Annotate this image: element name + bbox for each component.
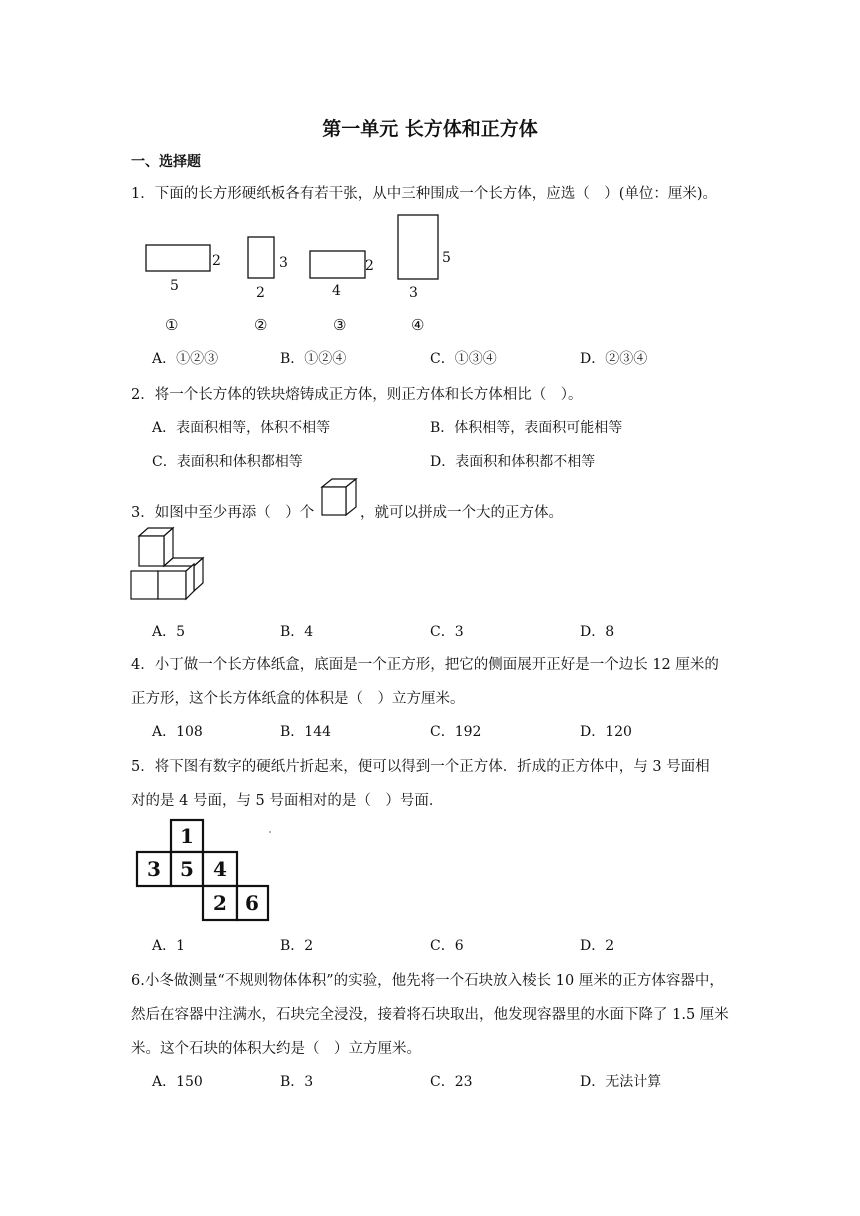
marker-1: ① [165,316,179,334]
q4-option-c: C．192 [430,724,482,740]
rect-2-height: 3 [279,255,288,271]
q2-option-c: C．表面积和体积都相等 [152,454,303,470]
q6-option-a: A．150 [152,1074,203,1090]
rect-2-width: 2 [256,285,265,301]
question-4-line-2: 正方形，这个长方体纸盒的体积是（ ）立方厘米。 [131,691,465,707]
q3-option-d: D．8 [580,624,615,640]
q4-option-a: A．108 [152,724,203,740]
page-title: 第一单元 长方体和正方体 [322,118,538,140]
question-5-line-2: 对的是 4 号面，与 5 号面相对的是（ ）号面． [131,793,444,809]
rect-3-height: 2 [365,258,374,274]
q2-option-a: A．表面积相等，体积不相等 [152,420,331,436]
question-5-line-1: 5．将下图有数字的硬纸片折起来，便可以得到一个正方体．折成的正方体中，与 3 号面相 [131,759,710,775]
section-heading: 一、选择题 [131,154,201,170]
rect-3-width: 4 [332,283,341,299]
q3-option-c: C．3 [430,624,464,640]
net-face-3: 3 [147,857,161,881]
question-6-line-3: 米。这个石块的体积大约是（ ）立方厘米。 [131,1041,421,1057]
q5-option-c: C．6 [430,938,464,954]
rectangle-3 [310,251,365,278]
q5-option-d: D．2 [580,938,615,954]
q6-option-b: B．3 [280,1074,314,1090]
rect-4-width: 3 [409,285,418,301]
rect-1-width: 5 [170,278,179,294]
rect-1-height: 2 [212,253,221,269]
q3-option-a: A．5 [152,624,186,640]
q1-option-c: C．①③④ [430,351,497,367]
q3-option-b: B．4 [280,624,314,640]
q2-option-b: B．体积相等，表面积可能相等 [430,420,623,436]
question-1-text: 1．下面的长方形硬纸板各有若干张，从中三种围成一个长方体，应选（ ）(单位：厘米)。 [131,186,718,202]
q4-option-b: B．144 [280,724,332,740]
q4-option-d: D．120 [580,724,632,740]
net-face-6: 6 [245,891,259,915]
marker-4: ④ [411,316,425,334]
small-cube-icon [320,477,358,517]
question-6-line-2: 然后在容器中注满水，石块完全浸没，接着将石块取出，他发现容器里的水面下降了 1.5 厘米 [131,1007,729,1023]
rectangle-1 [146,245,210,271]
net-face-4: 4 [213,857,227,881]
q5-option-a: A．1 [152,938,186,954]
q6-option-c: C．23 [430,1074,473,1090]
net-face-2: 2 [213,891,227,915]
q2-option-d: D．表面积和体积都不相等 [430,454,596,470]
cube-net-figure [130,818,280,924]
q1-option-d: D．②③④ [580,351,648,367]
marker-2: ② [254,316,268,334]
question-6-line-1: 6.小冬做测量“不规则物体体积”的实验，他先将一个石块放入棱长 10 厘米的正方体容器中， [131,973,724,989]
marker-3: ③ [333,316,347,334]
q1-option-a: A．①②③ [152,351,219,367]
q6-option-d: D．无法计算 [580,1074,662,1090]
net-face-5: 5 [180,857,194,881]
question-2-text: 2．将一个长方体的铁块熔铸成正方体，则正方体和长方体相比（ ）。 [131,387,583,403]
rectangle-2 [248,237,274,278]
question-4-line-1: 4．小丁做一个长方体纸盒，底面是一个正方形，把它的侧面展开正好是一个边长 12 厘米的 [131,657,719,673]
question-3-text-after: ，就可以拼成一个大的正方体。 [360,505,563,521]
question-3-text-before: 3．如图中至少再添（ ）个 [131,505,315,521]
stacked-cubes-figure [128,526,208,604]
rect-4-height: 5 [442,250,451,266]
net-face-1: 1 [180,824,194,848]
question-1-figures [130,210,470,340]
q5-option-b: B．2 [280,938,314,954]
q1-option-b: B．①②④ [280,351,347,367]
rectangle-4 [398,215,438,279]
